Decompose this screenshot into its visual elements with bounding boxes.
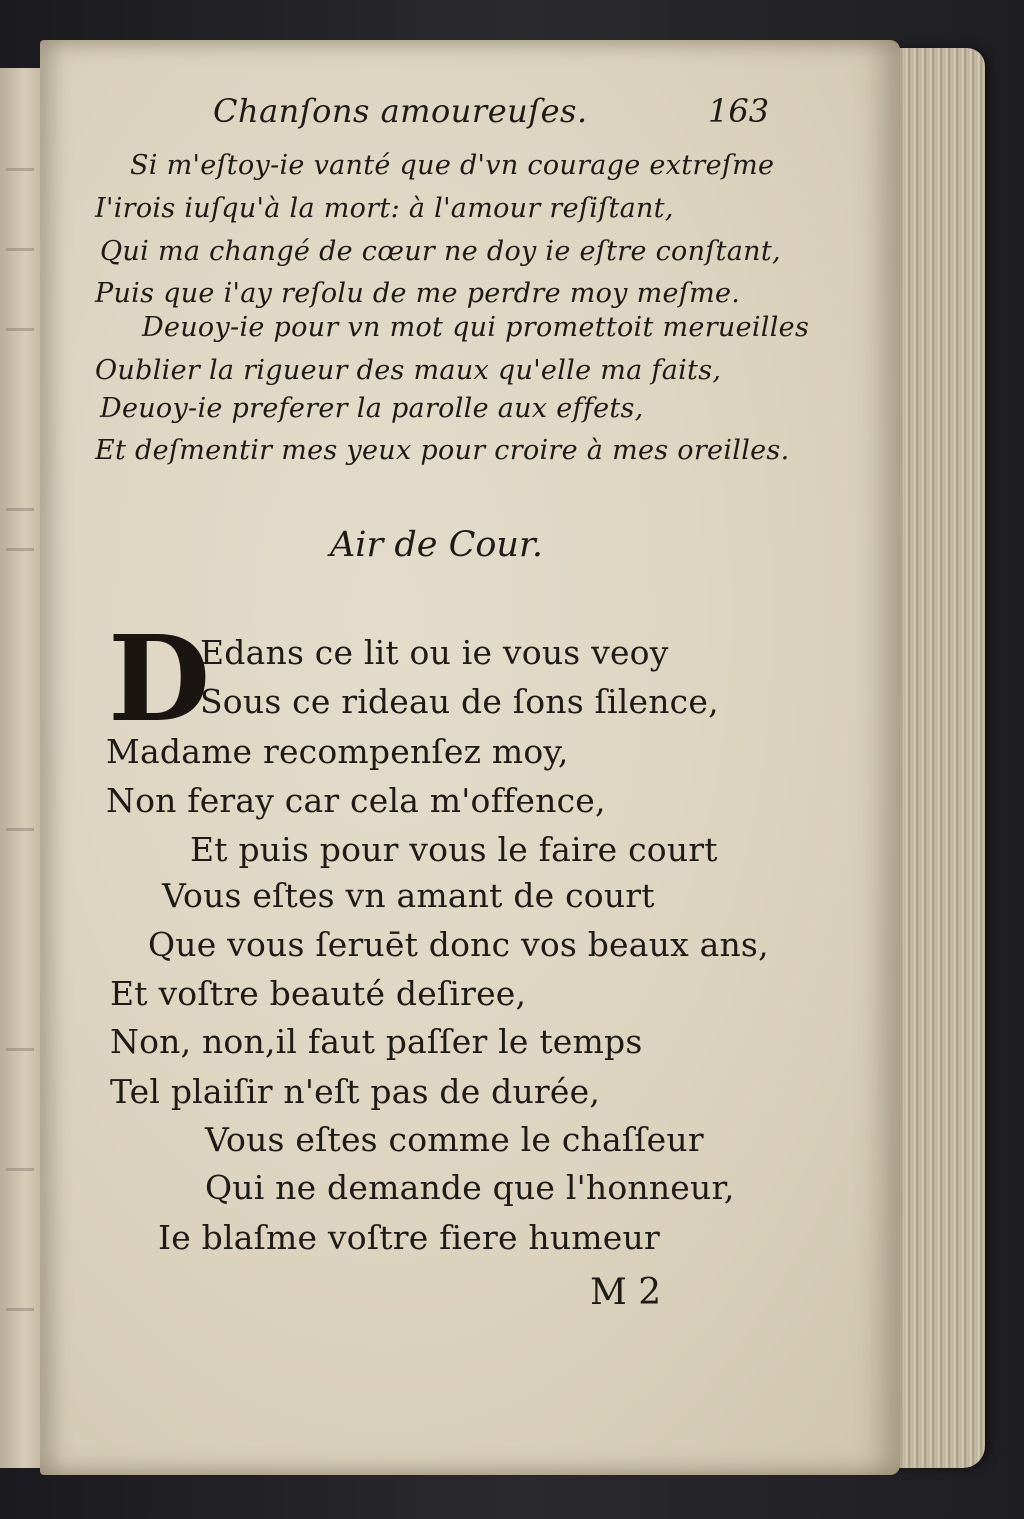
verse-line: Tel plaiſir n'eſt pas de durée, [110, 1072, 601, 1111]
verse-line: Deuoy-ie preferer la parolle aux effets, [100, 393, 644, 424]
verse-line: Ie blaſme voſtre fiere humeur [158, 1218, 660, 1257]
verse-line: Qui ne demande que l'honneur, [205, 1168, 735, 1207]
verse-line: Que vous ſeruēt donc vos beaux ans, [148, 925, 769, 964]
signature-mark: M 2 [590, 1272, 662, 1313]
verse-line: I'irois iuſqu'à la mort: à l'amour reſiſtant, [95, 193, 674, 224]
verse-line: Puis que i'ay reſolu de me perdre moy meſme. [95, 278, 741, 309]
running-head: Chanſons amoureuſes. [213, 92, 588, 130]
verse-line: Deuoy-ie pour vn mot qui promettoit merueilles [142, 312, 810, 343]
drop-cap-initial: D [108, 609, 211, 748]
verse-line: Qui ma changé de cœur ne doy ie eſtre conſtant, [100, 236, 781, 267]
verse-line: Oublier la rigueur des maux qu'elle ma faits, [95, 355, 722, 386]
verse-line: Vous eſtes vn amant de court [162, 876, 655, 915]
verse-line: Et puis pour vous le faire court [190, 830, 718, 869]
verse-line: Sous ce rideau de ſons ſilence, [200, 682, 719, 721]
verse-line: Et voſtre beauté deſiree, [110, 974, 527, 1013]
facing-page-edge [0, 68, 45, 1468]
verse-line: Et deſmentir mes yeux pour croire à mes oreilles. [95, 435, 790, 466]
verse-line: Madame recompenſez moy, [106, 732, 569, 771]
verse-line: Edans ce lit ou ie vous veoy [200, 633, 669, 672]
section-title: Air de Cour. [330, 525, 543, 565]
verse-line: Si m'eſtoy-ie vanté que d'vn courage extreſme [130, 150, 775, 181]
page-number: 163 [708, 92, 770, 130]
verse-line: Vous eſtes comme le chaſſeur [205, 1120, 704, 1159]
verse-line: Non, non,il faut paſſer le temps [110, 1022, 643, 1061]
verse-line: Non feray car cela m'offence, [106, 781, 606, 820]
